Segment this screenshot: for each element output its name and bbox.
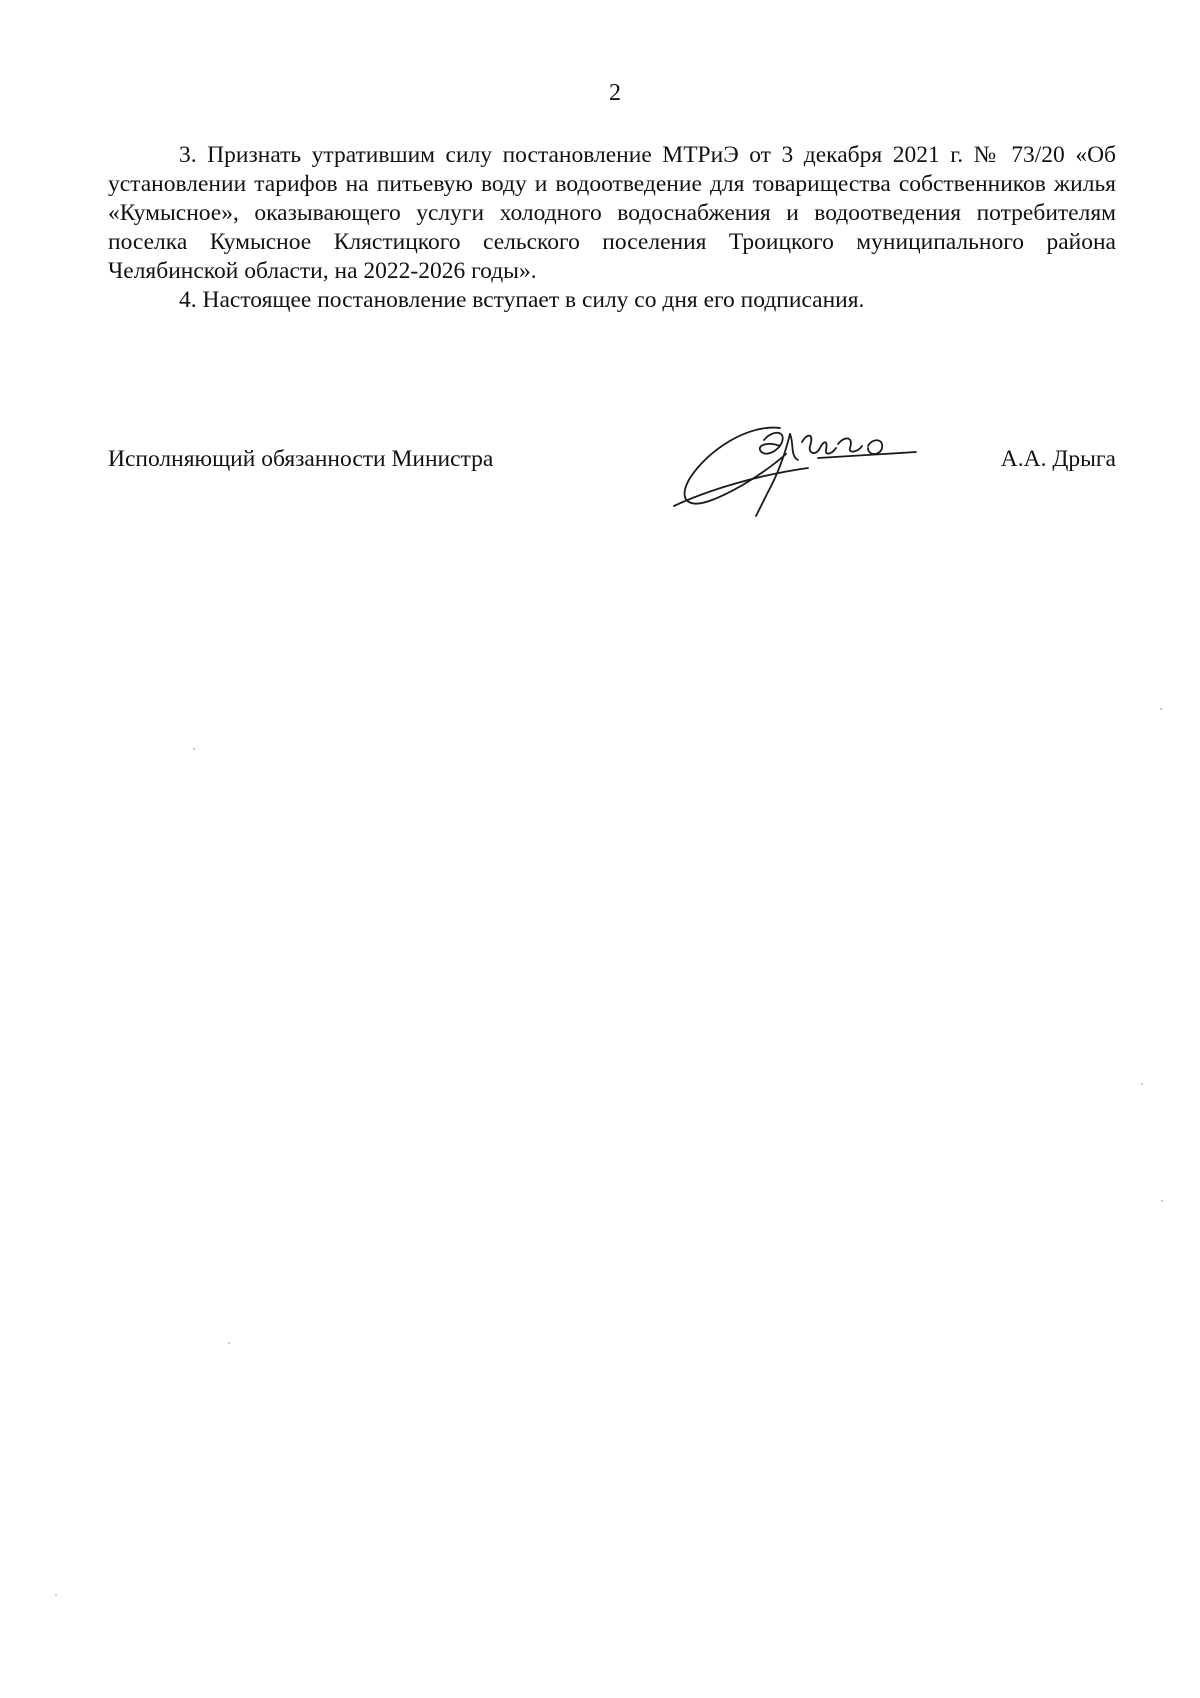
- document-body: [108, 141, 1116, 315]
- signatory-position: Исполняющий обязанности Министра: [108, 446, 494, 472]
- signature-block: [108, 420, 1116, 540]
- scan-speck: [1141, 1083, 1143, 1085]
- signatory-name: А.А. Дрыга: [1000, 446, 1116, 472]
- scan-speck: [1161, 1200, 1163, 1202]
- scan-speck: [228, 1342, 230, 1344]
- paragraph-3: 3. Признать утратившим силу постановление МТРиЭ от 3 декабря 2021 г. № 73/20 «Об установлении тарифов на питьевую воду и водоотведение для товарищества собственников жилья «Кумысное», оказывающего услуги холодного водоснабжения и водоотведения потребителям поселка Кумысное Клястицкого сельского поселения Троицкого муниципального района Челябинской области, на 2022-2026 годы».: [108, 142, 1116, 284]
- paragraph-4: 4. Настоящее постановление вступает в силу со дня его подписания.: [179, 287, 865, 313]
- page-number: 2: [609, 80, 621, 106]
- scan-speck: [1160, 708, 1162, 710]
- handwritten-signature-icon: [668, 420, 928, 520]
- scan-speck: [55, 1594, 57, 1596]
- scan-speck: [193, 748, 195, 750]
